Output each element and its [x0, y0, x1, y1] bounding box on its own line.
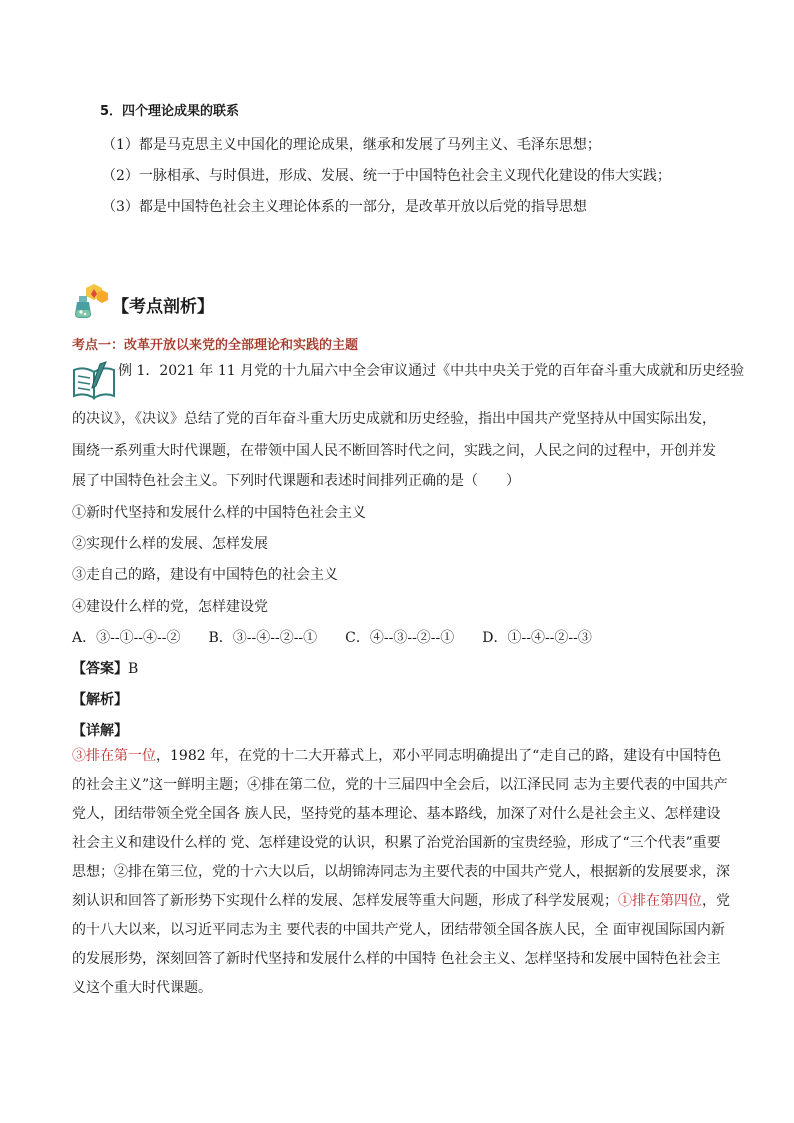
- detail-label: 【详解】: [72, 723, 128, 739]
- example-line-2: 的决议》，《决议》总结了党的百年奋斗重大历史成就和历史经验，指出中国共产党坚持从中国实际出发，: [72, 411, 716, 427]
- flask-icon: [72, 282, 110, 320]
- analysis-heading-text: 【考点剖析】: [112, 297, 214, 317]
- option-2: ②实现什么样的发展、怎样发展: [72, 536, 268, 552]
- analysis-label: 【解析】: [72, 692, 128, 708]
- detail-red-mid: ①排在第四位: [618, 893, 702, 909]
- detail-paragraph: [72, 742, 732, 1003]
- analysis-heading: [72, 282, 372, 322]
- answer-label: 【答案】: [72, 661, 128, 677]
- option-4: ④建设什么样的党，怎样建设党: [72, 599, 268, 615]
- example-line-1: 例 1．2021 年 11 月党的十九届六中全会审议通过《中共中央关于党的百年奋斗重大成就和历史经验: [118, 363, 745, 379]
- option-1: ①新时代坚持和发展什么样的中国特色社会主义: [72, 505, 366, 521]
- section-5-title: 5．四个理论成果的联系: [100, 104, 240, 119]
- option-3: ③走自己的路，建设有中国特色的社会主义: [72, 567, 338, 583]
- answer-row: [72, 658, 138, 678]
- example-line-4: 展了中国特色社会主义。下列时代课题和表述时间排列正确的是（ ）: [72, 473, 520, 489]
- detail-part-1: ，1982 年，在党的十二大开幕式上，邓小平同志明确提出了“走自己的路，建设有中国特色的社会主义”这一鲜明主题；④排在第二位，党的十三届四中全会后，以江泽民同 志为主要代表的中国共产党人，团结带领全党全国各 族人民，坚持党的基本理论、基本路线，加深了对什么是社会主义、怎样建设社会主义和建设什么样的 党、怎样建设党的认识，积累了治党治国新的宝贵经验，形成了“三个代表”重要思想；②排在第三位，党的十六大以后，以胡锦涛同志为主要代表的中国共产党人，根据新的发展要求，深刻认识和回答了新形势下实现什么样的发展、怎样发展等重大问题，形成了科学发展观；: [72, 748, 730, 909]
- example-line-3: 围绕一系列重大时代课题，在带领中国人民不断回答时代之问，实践之问，人民之问的过程中，开创并发: [72, 443, 716, 459]
- answer-choices: A．③--①--④--② B．③--④--②--① C．④--③--②--① D．①--④--②--③: [72, 630, 592, 646]
- detail-part-2: ，党的十八大以来，以习近平同志为主 要代表的中国共产党人，团结带领全国各族人民，全 面审视国际国内新的发展形势，深刻回答了新时代坚持和发展什么样的中国特 色社会主义、怎样坚持和发展中国特色社会主义这个重大时代课题。: [72, 893, 730, 996]
- answer-value: B: [128, 661, 139, 677]
- section-5-item-2: （2）一脉相承、与时俱进，形成、发展、统一于中国特色社会主义现代化建设的伟大实践；: [102, 168, 671, 184]
- section-5-item-1: （1）都是马克思主义中国化的理论成果，继承和发展了马列主义、毛泽东思想；: [102, 137, 601, 153]
- section-5-item-3: （3）都是中国特色社会主义理论体系的一部分，是改革开放以后党的指导思想: [102, 199, 587, 215]
- book-pen-icon: [72, 360, 118, 400]
- detail-red-start: ③排在第一位: [72, 748, 156, 764]
- point-title: 考点一：改革开放以来党的全部理论和实践的主题: [72, 338, 359, 353]
